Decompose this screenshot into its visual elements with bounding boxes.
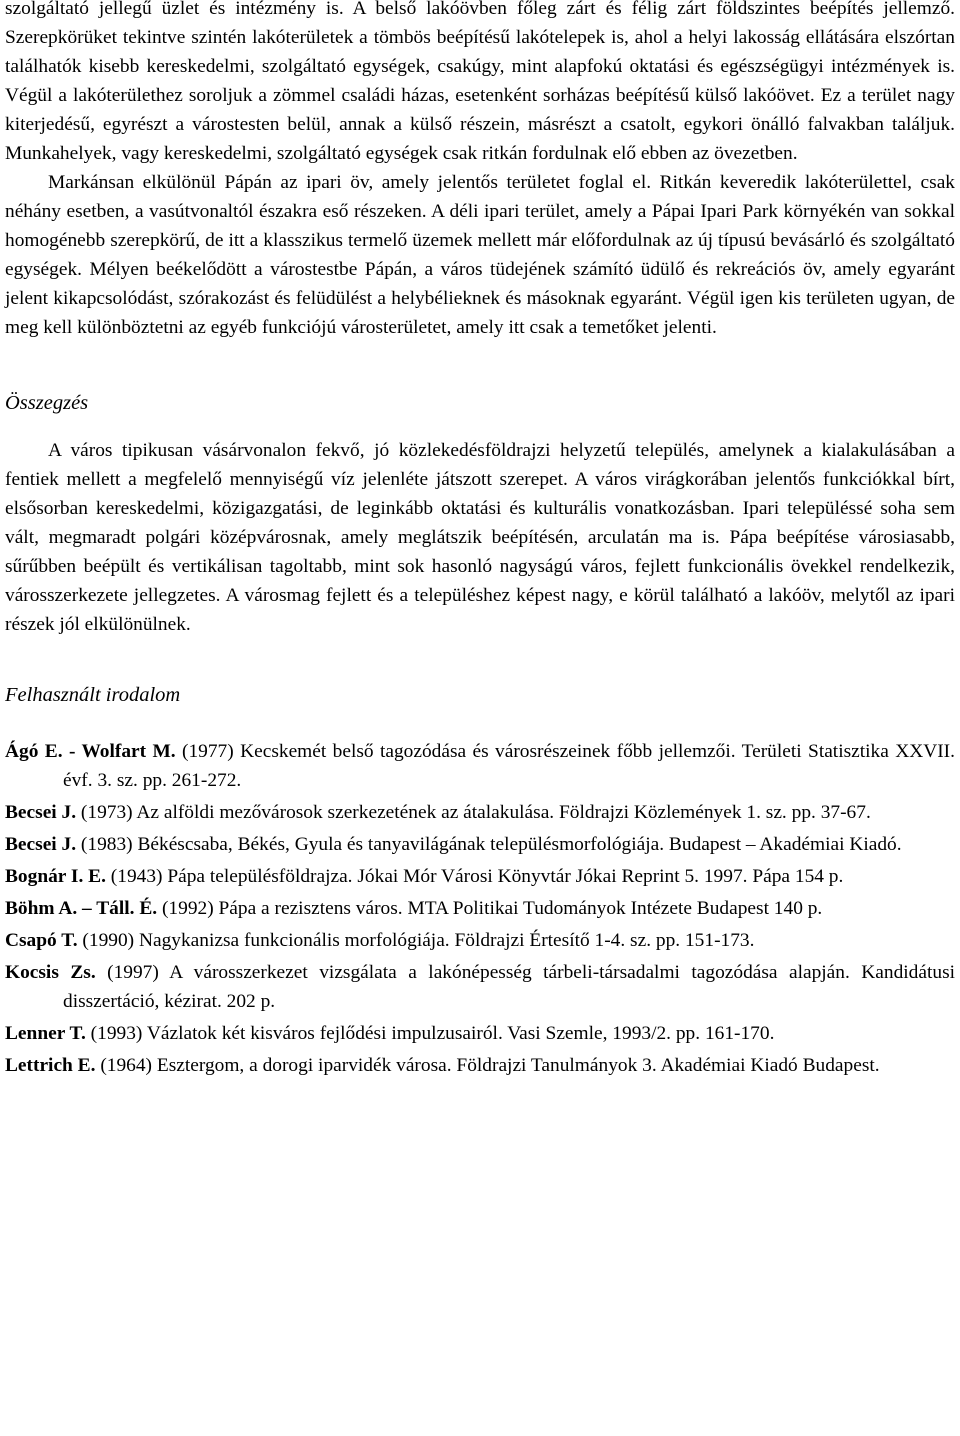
reference-text: (1993) Vázlatok két kisváros fejlődési impulzusairól. Vasi Szemle, 1993/2. pp. 161-170. <box>85 1023 775 1044</box>
reference-text: (1977) Kecskemét belső tagozódása és városrészeinek főbb jellemzői. Területi Statisztika XXVII. évf. 3. sz. pp. 261-272. <box>63 741 955 791</box>
reference-author: Csapó T. <box>5 930 78 951</box>
section-heading-summary: Összegzés <box>5 392 89 414</box>
reference-item <box>5 926 955 955</box>
reference-item <box>5 1051 955 1080</box>
reference-text: (1943) Pápa településföldrajza. Jókai Mór Városi Könyvtár Jókai Reprint 5. 1997. Pápa 154 p. <box>105 866 844 887</box>
reference-text: (1964) Esztergom, a dorogi iparvidék városa. Földrajzi Tanulmányok 3. Akadémiai Kiadó Budapest. <box>95 1055 880 1076</box>
reference-author: Becsei J. <box>5 802 77 823</box>
reference-item <box>5 737 955 795</box>
summary-paragraph: A város tipikusan vásárvonalon fekvő, jó közlekedésföldrajzi helyzetű település, amelynek a kialakulásában a fentiek mellett a megfelelő mennyiségű víz jelenléte játszott szerepet. A város virágkorában jelentős funkciókkal bírt, elsősorban kereskedelmi, közigazgatási, de leginkább oktatási és kulturális vonatkozásban. Ipari településsé soha sem vált, megmaradt polgári középvárosnak, amely meglátszik beépítésén, arculatán ma is. Pápa beépítése városiasabb, sűrűbben beépült és vertikálisan tagoltabb, mint sok hasonló nagyságú város, fejlett funkcionális övekkel rendelkezik, városszerkezete jellegzetes. A városmag fejlett és a településhez képest nagy, e körül található a lakóöv, melytől az ipari részek jól elkülönülnek. <box>5 440 955 635</box>
reference-item <box>5 958 955 1016</box>
reference-text: (1992) Pápa a rezisztens város. MTA Politikai Tudományok Intézete Budapest 140 p. <box>157 898 823 919</box>
reference-author: Böhm A. – Táll. É. <box>5 898 158 919</box>
reference-author: Lenner T. <box>5 1023 86 1044</box>
reference-author: Bognár I. E. <box>5 866 106 887</box>
reference-item <box>5 1019 955 1048</box>
reference-item <box>5 862 955 891</box>
section-heading-references: Felhasznált irodalom <box>5 684 181 706</box>
reference-author: Lettrich E. <box>5 1055 96 1076</box>
body-paragraph: Markánsan elkülönül Pápán az ipari öv, amely jelentős területet foglal el. Ritkán keveredik lakóterülettel, csak néhány esetben, a vasútvonaltól északra eső részeken. A déli ipari terület, amely a Pápai Ipari Park környékén van sokkal homogénebb szerepkörű, de itt a klasszikus termelő üzemek mellett már előfordulnak az új típusú bevásárló és szolgáltató egységek. Mélyen beékelődött a várostestbe Pápán, a város tüdejének számító üdülő és rekreációs öv, amely egyaránt jelent kikapcsolódást, szórakozást és felüdülést a helybélieknek és másoknak egyaránt. Végül igen kis területen ugyan, de meg kell különböztetni az egyéb funkciójú városterületet, amely itt csak a temetőket jelenti. <box>5 172 955 338</box>
reference-item <box>5 830 955 859</box>
reference-text: (1983) Békéscsaba, Békés, Gyula és tanyavilágának településmorfológiája. Budapest – Akadémiai Kiadó. <box>76 834 902 855</box>
reference-text: (1997) A városszerkezet vizsgálata a lakónépesség tárbeli-társadalmi tagozódása alapján. Kandidátusi disszertáció, kézirat. 202 p. <box>63 962 956 1012</box>
reference-text: (1990) Nagykanizsa funkcionális morfológiája. Földrajzi Értesítő 1-4. sz. pp. 151-173. <box>77 930 755 951</box>
reference-author: Kocsis Zs. <box>5 962 96 983</box>
reference-list <box>5 737 955 1080</box>
reference-text: (1973) Az alföldi mezővárosok szerkezetének az átalakulása. Földrajzi Közlemények 1. sz. pp. 37-67. <box>76 802 871 823</box>
reference-item <box>5 894 955 923</box>
reference-item <box>5 798 955 827</box>
body-paragraph: szolgáltató jellegű üzlet és intézmény is. A belső lakóövben főleg zárt és félig zárt földszintes beépítés jellemző. Szerepkörüket tekintve szintén lakóterületek a tömbös beépítésű lakótelepek is, ahol a helyi lakosság ellátására elszórtan találhatók kisebb kereskedelmi, szolgáltató egységek, csakúgy, mint alapfokú oktatási és egészségügyi intézmények is. Végül a lakóterülethez soroljuk a zömmel családi házas, esetenként sorházas beépítésű külső lakóövet. Ez a terület nagy kiterjedésű, egyrészt a várostesten belül, annak a külső részein, másrészt a csatolt, egykori önálló falvakban találjuk. Munkahelyek, vagy kereskedelmi, szolgáltató egységek csak ritkán fordulnak elő ebben az övezetben. <box>5 0 955 164</box>
reference-author: Becsei J. <box>5 834 77 855</box>
reference-author: Ágó E. - Wolfart M. <box>5 741 176 762</box>
